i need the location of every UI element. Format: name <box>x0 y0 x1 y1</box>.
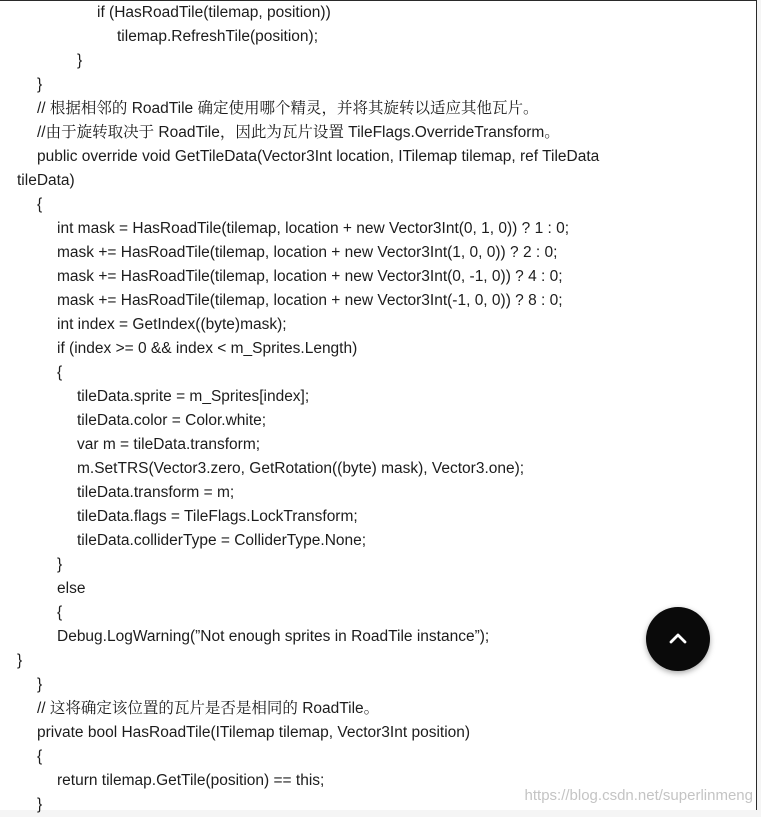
code-line: } <box>37 76 43 93</box>
code-line: int index = GetIndex((byte)mask); <box>57 316 287 333</box>
code-line: mask += HasRoadTile(tilemap, location + new Vector3Int(-1, 0, 0)) ? 8 : 0; <box>57 292 563 309</box>
code-line: if (index >= 0 && index < m_Sprites.Length) <box>57 340 358 357</box>
code-comment: //由于旋转取决于 RoadTile，因此为瓦片设置 TileFlags.OverrideTransform。 <box>37 124 560 141</box>
code-line: { <box>37 748 43 765</box>
code-line: Debug.LogWarning(”Not enough sprites in RoadTile instance”); <box>57 628 490 645</box>
code-comment: // 根据相邻的 RoadTile 确定使用哪个精灵，并将其旋转以适应其他瓦片。 <box>37 100 539 117</box>
watermark: https://blog.csdn.net/superlinmeng <box>524 787 753 804</box>
code-line: tileData.sprite = m_Sprites[index]; <box>77 388 310 405</box>
code-line: mask += HasRoadTile(tilemap, location + new Vector3Int(1, 0, 0)) ? 2 : 0; <box>57 244 558 261</box>
code-line: tilemap.RefreshTile(position); <box>117 28 319 45</box>
chevron-up-icon <box>666 627 690 651</box>
code-line: tileData.colliderType = ColliderType.None; <box>77 532 367 549</box>
code-line: var m = tileData.transform; <box>77 436 261 453</box>
code-line: m.SetTRS(Vector3.zero, GetRotation((byte) mask), Vector3.one); <box>77 460 525 477</box>
code-line: } <box>37 676 43 693</box>
code-comment: // 这将确定该位置的瓦片是否是相同的 RoadTile。 <box>37 700 380 717</box>
code-line: } <box>37 796 43 813</box>
code-line: return tilemap.GetTile(position) == this; <box>57 772 325 789</box>
scroll-to-top-button[interactable] <box>646 607 710 671</box>
code-line: if (HasRoadTile(tilemap, position)) <box>97 4 331 21</box>
code-line: private bool HasRoadTile(ITilemap tilemap, Vector3Int position) <box>37 724 471 741</box>
code-line: else <box>57 580 86 597</box>
code-line: } <box>77 52 83 69</box>
code-line: } <box>57 556 63 573</box>
code-line: tileData.transform = m; <box>77 484 235 501</box>
code-line: { <box>37 196 43 213</box>
code-line: { <box>57 364 63 381</box>
code-line: tileData.flags = TileFlags.LockTransform; <box>77 508 358 525</box>
code-line: mask += HasRoadTile(tilemap, location + new Vector3Int(0, -1, 0)) ? 4 : 0; <box>57 268 563 285</box>
code-line: tileData) <box>17 172 75 189</box>
code-line: } <box>17 652 23 669</box>
code-line: int mask = HasRoadTile(tilemap, location + new Vector3Int(0, 1, 0)) ? 1 : 0; <box>57 220 570 237</box>
code-line: tileData.color = Color.white; <box>77 412 267 429</box>
code-line: public override void GetTileData(Vector3Int location, ITilemap tilemap, ref TileData <box>37 148 600 165</box>
code-line: { <box>57 604 63 621</box>
